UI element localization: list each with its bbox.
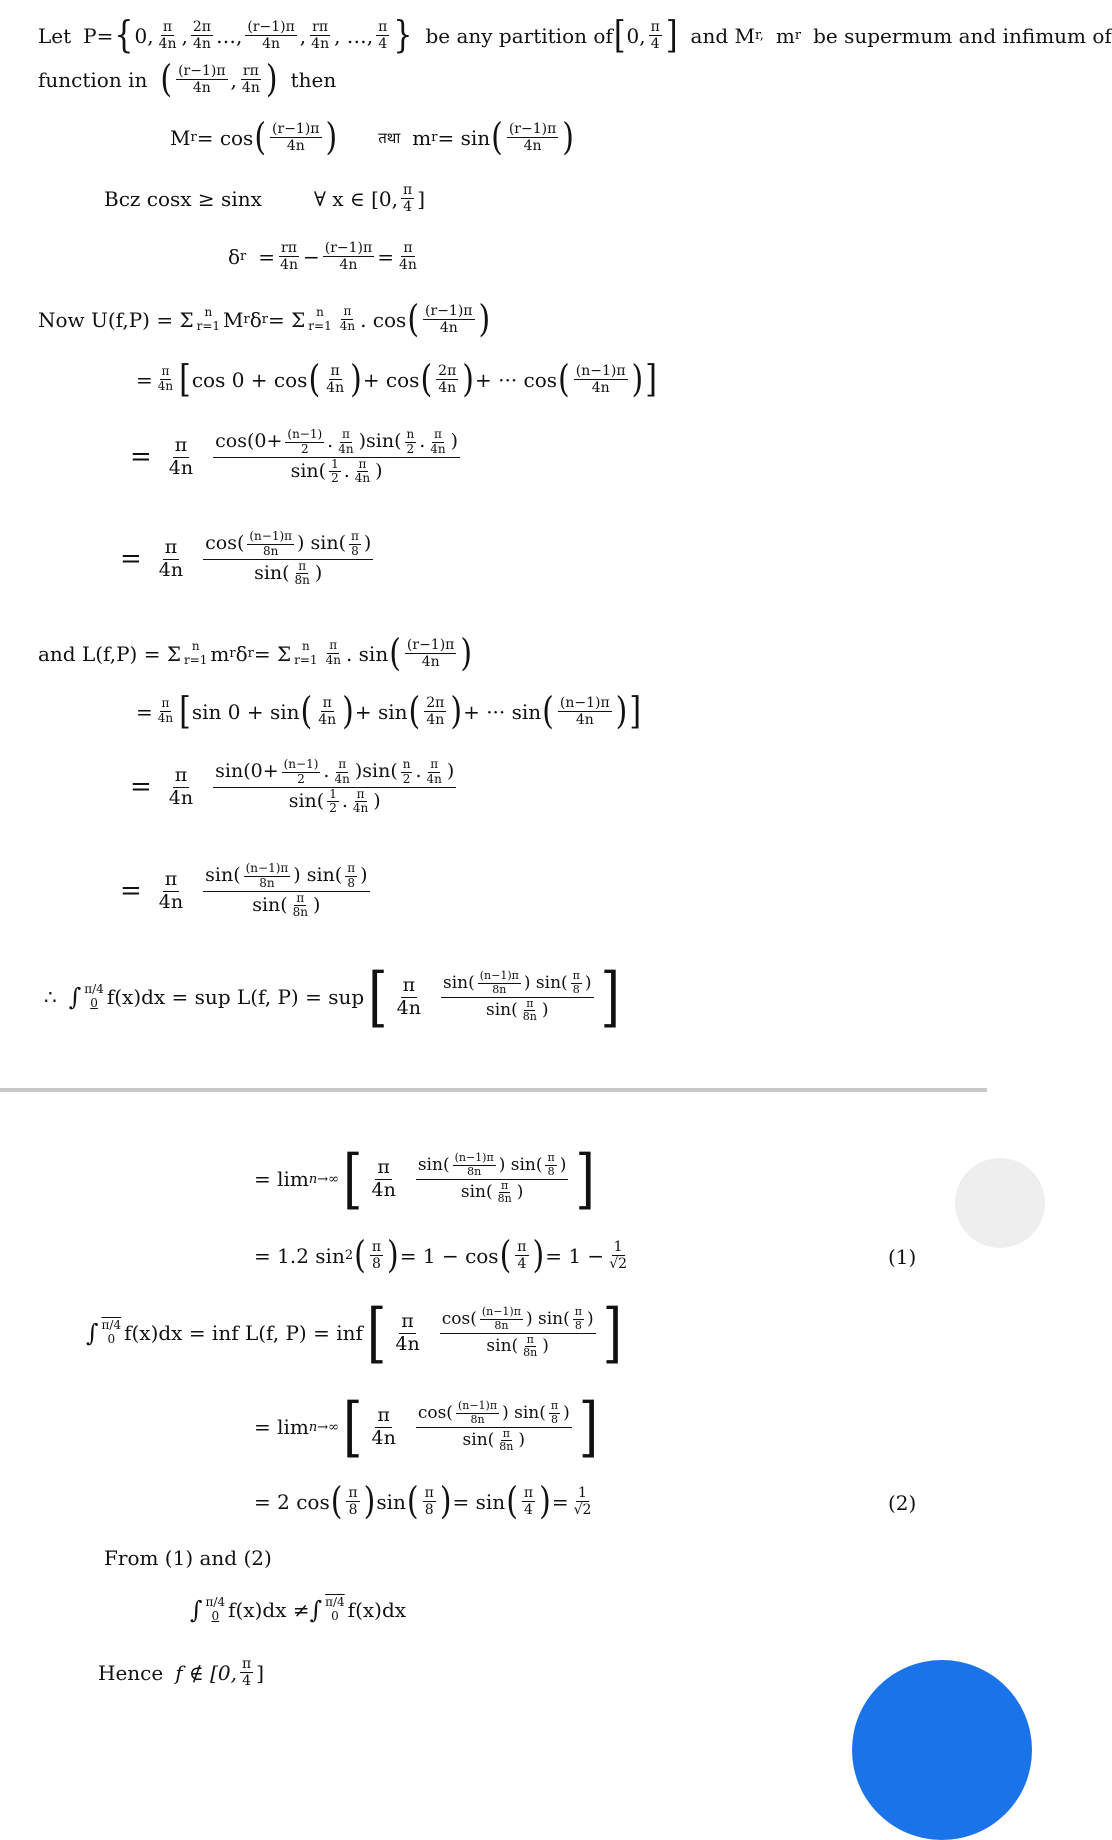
upper-sum-simplified xyxy=(120,530,376,588)
text-zero: 0, xyxy=(134,23,154,48)
text-eq-sin: = sin xyxy=(437,125,491,150)
text-eq: = xyxy=(136,699,153,724)
delta-definition xyxy=(228,240,422,273)
text-hence: Hence xyxy=(98,1660,164,1685)
text-cos: . cos xyxy=(360,307,407,332)
frac-pi-4n: $\frac{\pi}{4n}$ xyxy=(318,694,337,728)
text-lim: = lim xyxy=(254,1415,309,1439)
frac-n1pi-8n: $\frac{(n-1)\pi}{8n}$ xyxy=(479,969,519,996)
text-m: m xyxy=(412,125,432,150)
text-eq: = xyxy=(130,772,152,803)
text-delta: δ xyxy=(235,641,248,666)
text-sin-open: sin( xyxy=(288,789,325,812)
result-upper: = 2 cos ( $\frac{\pi}{8}$ ) sin ( $\frac{\pi}{8}$ ) = sin ( $\frac{\pi}{4}$ ) = $\frac{1}{√2}$ xyxy=(254,1479,592,1524)
text-because: Bcz cosx ≥ sinx xyxy=(104,186,262,211)
upper-sum-closed-form xyxy=(130,428,463,486)
frac-n1pi-4n: $\frac{(n-1)\pi}{4n}$ xyxy=(575,362,626,396)
text-eq: = xyxy=(120,876,142,907)
text-m: m xyxy=(210,641,230,666)
lower-sum-simplified xyxy=(120,862,373,920)
frac-pi-8: $\frac{\pi}{8}$ xyxy=(424,1484,434,1518)
text-delta: δ xyxy=(228,244,241,269)
integral-limits: π/4 0 xyxy=(84,982,104,1010)
sum-limits: n r=1 xyxy=(196,304,221,333)
text-dots-sin: + ··· sin xyxy=(463,699,542,724)
text-inf-L: f(x)dx = inf L(f, P) = inf xyxy=(124,1321,363,1345)
lim-subscript: n→∞ xyxy=(308,1419,339,1435)
frac-pi-4n: $\frac{\pi}{4n}$ xyxy=(158,18,177,52)
from-statement: From (1) and (2) xyxy=(104,1546,272,1570)
frac-rm1pi-4n: $\frac{(r-1)\pi}{4n}$ xyxy=(324,240,373,274)
text-forall: ∀ x ∈ [0, xyxy=(313,186,398,211)
integral-sign: ∫ xyxy=(86,1319,99,1347)
integral-limits: π/4 0 xyxy=(101,1318,122,1346)
frac-rm1pi-4n: $\frac{(r-1)\pi}{4n}$ xyxy=(425,302,473,336)
result-lower: = 1.2 sin 2 ( $\frac{\pi}{8}$ ) = 1 − cos ( $\frac{\pi}{4}$ ) = 1 − $\frac{1}{√2}$ xyxy=(254,1233,628,1278)
because-statement xyxy=(104,182,425,215)
frac-n-2: $\frac{n}{2}$ xyxy=(402,757,411,786)
sum-limits: n r=1 xyxy=(308,304,332,333)
hence-statement xyxy=(98,1656,264,1689)
frac-pi-8: $\frac{\pi}{8}$ xyxy=(348,1484,358,1518)
frac-rpi-4n: $\frac{r\pi}{4n}$ xyxy=(280,240,298,274)
text-and-M: and M xyxy=(690,23,755,48)
frac-pi-4n: $\frac{\pi}{4n}$ xyxy=(334,757,350,786)
text-eq: = xyxy=(551,1489,569,1514)
text-sin0-sin: sin 0 + sin xyxy=(191,699,300,724)
frac-pi-4n: $\frac{\pi}{4n}$ xyxy=(326,362,345,396)
text-dots-cos: + ··· cos xyxy=(474,367,558,392)
big-fraction: sin( $\frac{(n-1)\pi}{8n}$ ) sin( $\frac{\pi}{8}$ ) sin( $\frac{\pi}{8n}$ ) xyxy=(443,969,592,1024)
sub-r: r xyxy=(229,646,236,661)
frac-n-2: $\frac{n}{2}$ xyxy=(406,427,415,456)
page-divider xyxy=(0,1088,987,1092)
text-fx: f(x)dx xyxy=(347,1598,407,1622)
text-supermum: be supermum and infimum of xyxy=(813,23,1112,48)
inequality xyxy=(190,1596,406,1624)
frac-pi-8: $\frac{\pi}{8}$ xyxy=(347,861,356,890)
text-eq: = xyxy=(377,244,394,269)
sum-limits: n r=1 xyxy=(183,638,208,667)
text-tatha: तथा xyxy=(378,128,401,147)
frac-n1pi-8n: $\frac{(n-1)\pi}{8n}$ xyxy=(481,1305,521,1332)
text-sin-open: sin( xyxy=(366,430,402,453)
integral-sign: ∫ xyxy=(68,983,82,1011)
frac-n1pi-8n: $\frac{(n-1)\pi}{8n}$ xyxy=(245,861,289,890)
big-fraction: sin(0+ $\frac{(n-1)}{2}$ . $\frac{\pi}{4n}$ ) sin( $\frac{n}{2}$ . $\frac{\pi}{4n}$ ) sin( $\frac{1}{2}$ . $\frac{\pi}{4n}$ ) xyxy=(215,757,455,816)
frac-pi-4n: $\frac{\pi}{4n}$ xyxy=(158,535,184,581)
sub-r: r xyxy=(261,312,269,327)
frac-rm1pi-4n: $\frac{(r-1)\pi}{4n}$ xyxy=(272,120,320,154)
frac-pi-8: $\frac{\pi}{8}$ xyxy=(371,1238,382,1272)
frac-pi-4n: $\frac{\pi}{4n}$ xyxy=(338,427,354,456)
text-lim: = lim xyxy=(254,1167,309,1191)
frac-n1pi-8n: $\frac{(n-1)\pi}{8n}$ xyxy=(457,1399,498,1426)
big-fraction: cos( $\frac{(n-1)\pi}{8n}$ ) sin( $\frac{\pi}{8}$ ) sin( $\frac{\pi}{8n}$ ) xyxy=(417,1399,570,1454)
text-zero: 0, xyxy=(626,23,646,48)
big-fraction: sin( $\frac{(n-1)\pi}{8n}$ ) sin( $\frac{\pi}{8}$ ) sin( $\frac{\pi}{8n}$ ) xyxy=(205,861,368,920)
function-interval: function in ( $\frac{(r-1)\pi}{4n}$ , $\frac{r\pi}{4n}$ ) then xyxy=(38,57,337,102)
big-fraction: cos( $\frac{(n-1)\pi}{8n}$ ) sin( $\frac{\pi}{8}$ ) sin( $\frac{\pi}{8n}$ ) xyxy=(441,1305,594,1360)
frac-pi-4: $\frac{\pi}{4}$ xyxy=(650,18,660,52)
integral-limits: π/4 0 xyxy=(325,1595,345,1623)
frac-rm1pi-4n: $\frac{(r-1)\pi}{4n}$ xyxy=(247,18,295,52)
lower-sum-definition: and L(f,P) = Σ n r=1 m r δ r = Σ n r=1 $\frac{\pi}{4n}$ . sin ( $\frac{(r-1)\pi}{4n}$ ) xyxy=(38,631,473,676)
lim-lower: = lim n→∞ [ $\frac{\pi}{4n}$ sin( $\frac{(n-1)\pi}{8n}$ ) sin( $\frac{\pi}{8}$ ) sin( $\frac{\pi}{8n}$ ) ] xyxy=(254,1141,595,1217)
lower-sum-series: = $\frac{\pi}{4n}$ [ sin 0 + sin ( $\frac{\pi}{4n}$ ) + sin ( $\frac{2\pi}{4n}$ ) + ··· sin ( $\frac{(n-1)\pi}{4n}$ ) ] xyxy=(136,689,642,734)
text-sin-open: sin( xyxy=(362,760,398,783)
text-eq-cos: = cos xyxy=(196,125,254,150)
frac-1-2: $\frac{1}{2}$ xyxy=(329,786,337,816)
frac-2pi-4n: $\frac{2\pi}{4n}$ xyxy=(426,694,445,728)
upper-integral-inf: ∫ π/4 0 f(x)dx = inf L(f, P) = inf [ $\frac{\pi}{4n}$ cos( $\frac{(n-1)\pi}{8n}$ ) sin( $\frac{\pi}{8}$ ) sin( $\frac{\pi}{8n}$ ) ] xyxy=(86,1295,623,1371)
frac-pi-8n: $\frac{\pi}{8n}$ xyxy=(523,1332,538,1360)
text-P: P= xyxy=(83,23,114,48)
frac-pi-4: $\frac{\pi}{4}$ xyxy=(517,1238,527,1272)
text-one-minus: = 1 − xyxy=(545,1243,605,1268)
frac-pi-8: $\frac{\pi}{8}$ xyxy=(574,1305,582,1332)
frac-pi-4n: $\frac{\pi}{4n}$ xyxy=(352,786,369,816)
frac-2pi-4n: $\frac{2\pi}{4n}$ xyxy=(192,18,211,52)
frac-pi-4n: $\frac{\pi}{4n}$ xyxy=(158,867,184,913)
sub-r: r xyxy=(431,130,438,145)
sub-r: r, xyxy=(755,28,764,43)
frac-pi-8: $\frac{\pi}{8}$ xyxy=(350,529,359,558)
frac-pi-4: $\frac{\pi}{4}$ xyxy=(242,1656,252,1690)
frac-pi-4: $\frac{\pi}{4}$ xyxy=(378,18,388,52)
frac-pi-4n: $\frac{\pi}{4n}$ xyxy=(371,1155,396,1201)
frac-rm1pi-4n: $\frac{(r-1)\pi}{4n}$ xyxy=(406,636,455,670)
frac-rm1pi-4n: $\frac{(r-1)\pi}{4n}$ xyxy=(178,62,226,96)
text-eq-sum: = Σ xyxy=(253,641,292,666)
frac-pi-8n: $\frac{\pi}{8n}$ xyxy=(294,558,310,588)
text-eq: = xyxy=(136,367,153,392)
frac-pi-4n: $\frac{\pi}{4n}$ xyxy=(426,757,442,786)
frac-pi-4n: $\frac{\pi}{4n}$ xyxy=(371,1403,396,1449)
frac-1-2: $\frac{1}{2}$ xyxy=(331,456,339,486)
frac-1-sqrt2: $\frac{1}{√2}$ xyxy=(573,1484,592,1518)
lower-sum-closed-form xyxy=(130,758,459,816)
text-sin-open: sin(0+ xyxy=(215,760,279,783)
text-close: ] xyxy=(256,1660,265,1685)
big-fraction: cos( $\frac{(n-1)\pi}{8n}$ ) sin( $\frac{\pi}{8}$ ) sin( $\frac{\pi}{8n}$ ) xyxy=(205,529,372,588)
frac-n1-2: $\frac{(n-1)}{2}$ xyxy=(283,757,319,786)
frac-rpi-4n: $\frac{r\pi}{4n}$ xyxy=(311,18,330,52)
text-minus: − xyxy=(302,244,320,269)
text-sin-squared: = 1.2 sin xyxy=(254,1243,345,1268)
sup-2: 2 xyxy=(344,1248,354,1263)
text-sin-open: sin( xyxy=(290,459,327,482)
scroll-indicator[interactable] xyxy=(955,1158,1045,1248)
frac-pi-4n: $\frac{\pi}{4n}$ xyxy=(395,1309,420,1355)
big-fraction: sin( $\frac{(n-1)\pi}{8n}$ ) sin( $\frac{\pi}{8}$ ) sin( $\frac{\pi}{8n}$ ) xyxy=(417,1151,567,1206)
frac-n1pi-8n: $\frac{(n-1)\pi}{8n}$ xyxy=(249,529,293,558)
text-M: M xyxy=(170,125,191,150)
lim-upper: = lim n→∞ [ $\frac{\pi}{4n}$ cos( $\frac{(n-1)\pi}{8n}$ ) sin( $\frac{\pi}{8}$ ) sin( $\frac{\pi}{8n}$ ) ] xyxy=(254,1389,599,1465)
frac-pi-4n: $\frac{\pi}{4n}$ xyxy=(339,304,356,333)
sub-r: r xyxy=(247,646,254,661)
frac-n1-2: $\frac{(n-1)}{2}$ xyxy=(287,427,323,456)
text-now-U: Now U(f,P) = Σ xyxy=(38,307,194,332)
upper-sum-definition: Now U(f,P) = Σ n r=1 M r δ r = Σ n r=1 $\frac{\pi}{4n}$ . cos ( $\frac{(r-1)\pi}{4n}$ ) xyxy=(38,297,491,342)
text-neq: f(x)dx ≠ xyxy=(228,1598,310,1622)
frac-pi-8: $\frac{\pi}{8}$ xyxy=(547,1151,555,1178)
frac-pi-4n: $\frac{\pi}{4n}$ xyxy=(398,240,417,274)
text-plus-cos: + cos xyxy=(362,367,420,392)
text-2cos: = 2 cos xyxy=(254,1489,330,1514)
frac-pi-4n: $\frac{\pi}{4n}$ xyxy=(157,364,174,393)
text-plus-sin: + sin xyxy=(354,699,408,724)
frac-pi-4n: $\frac{\pi}{4n}$ xyxy=(430,427,446,456)
integral-limits: π/4 0 xyxy=(205,1595,226,1623)
text-eq: = xyxy=(258,244,276,269)
lower-integral-sup: ∴ ∫ π/4 0 f(x)dx = sup L(f, P) = sup [ $\frac{\pi}{4n}$ sin( $\frac{(n-1)\pi}{8n}$ ) sin( $\frac{\pi}{8}$ ) sin( $\frac{\pi}{8n}$ ) ] xyxy=(44,959,621,1035)
sub-r: r xyxy=(190,130,197,145)
frac-pi-4: $\frac{\pi}{4}$ xyxy=(523,1484,534,1518)
frac-pi-4: $\frac{\pi}{4}$ xyxy=(403,182,413,216)
frac-pi-8n: $\frac{\pi}{8n}$ xyxy=(292,890,309,920)
text-eq-sum: = Σ xyxy=(268,307,306,332)
frac-pi-8: $\frac{\pi}{8}$ xyxy=(550,1399,559,1426)
sum-limits: n r=1 xyxy=(294,638,318,667)
frac-pi-8n: $\frac{\pi}{8n}$ xyxy=(522,996,537,1024)
frac-n1pi-8n: $\frac{(n-1)\pi}{8n}$ xyxy=(454,1151,494,1178)
frac-pi-8: $\frac{\pi}{8}$ xyxy=(572,969,580,996)
text-sin: sin xyxy=(376,1489,406,1514)
frac-pi-4n: $\frac{\pi}{4n}$ xyxy=(168,763,194,809)
text-m: m xyxy=(775,23,795,48)
lim-subscript: n→∞ xyxy=(308,1171,339,1187)
partition-definition: Let P= { 0, $\frac{\pi}{4n}$ , $\frac{2\pi}{4n}$ …, $\frac{(r-1)\pi}{4n}$ , $\frac{r\pi}{4n}$ , …, $\frac{\pi}{4}$ } be any partition of [ 0, $\frac{\pi}{4}$ ] and M r, m r be supermum and infimum of xyxy=(38,13,1112,58)
Mr-mr-definition: M r = cos ( $\frac{(r-1)\pi}{4n}$ ) तथा m r = sin ( $\frac{(r-1)\pi}{4n}$ ) xyxy=(170,115,575,160)
text-and-L: and L(f,P) = Σ xyxy=(38,641,181,666)
frac-rm1pi-4n: $\frac{(r-1)\pi}{4n}$ xyxy=(508,120,557,154)
frac-pi-4n: $\frac{\pi}{4n}$ xyxy=(157,696,174,725)
frac-n1pi-4n: $\frac{(n-1)\pi}{4n}$ xyxy=(559,694,610,728)
big-fraction: cos(0+ $\frac{(n-1)}{2}$ . $\frac{\pi}{4n}$ ) sin( $\frac{n}{2}$ . $\frac{\pi}{4n}$ ) sin( $\frac{1}{2}$ . $\frac{\pi}{4n}$ ) xyxy=(215,427,459,486)
text-sin: . sin xyxy=(345,641,389,666)
frac-pi-4n: $\frac{\pi}{4n}$ xyxy=(396,973,421,1019)
frac-rpi-4n: $\frac{r\pi}{4n}$ xyxy=(241,62,260,96)
frac-2pi-4n: $\frac{2\pi}{4n}$ xyxy=(438,362,457,396)
sub-r: r xyxy=(243,312,250,327)
sub-r: r xyxy=(240,249,247,265)
text-f-not-in: f ∉ [0, xyxy=(175,1660,238,1685)
frac-pi-4n: $\frac{\pi}{4n}$ xyxy=(168,433,194,479)
text-delta: δ xyxy=(249,307,262,332)
text-function-in: function in xyxy=(38,67,148,92)
sub-r: r xyxy=(794,28,802,43)
text-eq-sin: = sin xyxy=(452,1489,506,1514)
equation-number-2: (2) xyxy=(888,1491,917,1515)
text-sup-L: f(x)dx = sup L(f, P) = sup xyxy=(106,985,365,1009)
frac-pi-8n: $\frac{\pi}{8n}$ xyxy=(497,1178,512,1206)
frac-pi-8n: $\frac{\pi}{8n}$ xyxy=(499,1426,514,1454)
text-then: then xyxy=(290,67,337,92)
text-eq: = xyxy=(120,544,142,575)
equation-number-1: (1) xyxy=(888,1245,917,1269)
upper-sum-series: = $\frac{\pi}{4n}$ [ cos 0 + cos ( $\frac{\pi}{4n}$ ) + cos ( $\frac{2\pi}{4n}$ ) + ··· cos ( $\frac{(n-1)\pi}{4n}$ ) ] xyxy=(136,357,657,402)
text-partition-of: be any partition of xyxy=(425,23,613,48)
integral-sign: ∫ xyxy=(190,1596,203,1624)
text-close: ] xyxy=(417,186,426,211)
text-cos-open: cos(0+ xyxy=(215,430,283,453)
text-let: Let xyxy=(38,23,72,48)
text-cos0-cos: cos 0 + cos xyxy=(191,367,308,392)
therefore-symbol: ∴ xyxy=(44,985,57,1009)
frac-pi-4n: $\frac{\pi}{4n}$ xyxy=(354,456,371,486)
text-M: M xyxy=(223,307,244,332)
floating-action-button[interactable] xyxy=(852,1660,1032,1840)
integral-sign: ∫ xyxy=(309,1596,323,1624)
text-one-minus-cos: = 1 − cos xyxy=(399,1243,499,1268)
text-eq: = xyxy=(130,442,152,473)
frac-1-sqrt2: $\frac{1}{√2}$ xyxy=(609,1238,628,1272)
frac-pi-4n: $\frac{\pi}{4n}$ xyxy=(325,638,341,667)
